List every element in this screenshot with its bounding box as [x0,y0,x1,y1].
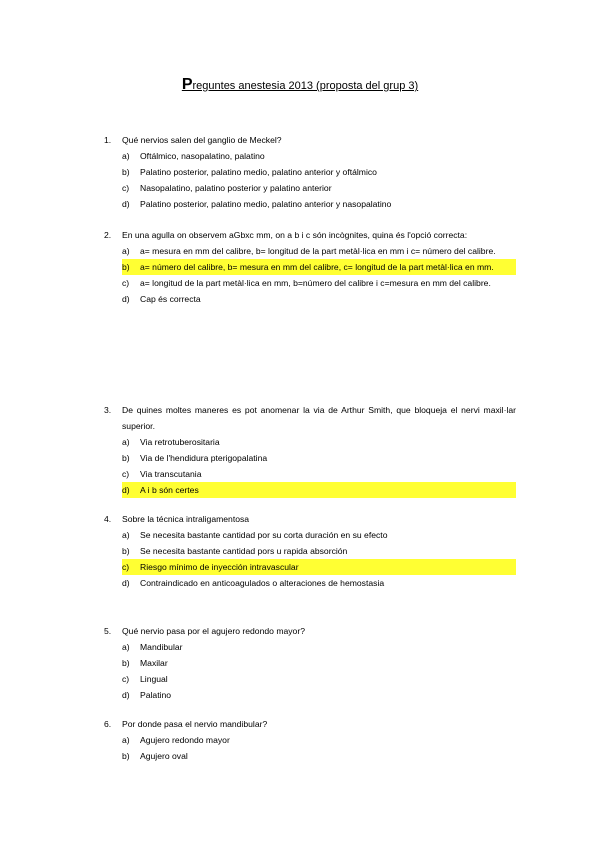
question-text: De quines moltes maneres es pot anomenar la via de Arthur Smith, que bloqueja el nervi maxil·lar superior. [122,405,516,431]
question-3 [104,402,516,498]
option-letter: c) [122,183,130,193]
option-letter: b) [122,259,140,275]
option-text: Se necesita bastante cantidad por su corta duración en su efecto [140,530,388,540]
answer-option [122,655,516,671]
option-letter: a) [122,151,130,161]
option-text: Oftálmico, nasopalatino, palatino [140,151,265,161]
answer-option [122,164,516,180]
answer-option [122,527,516,543]
option-text: Agujero redondo mayor [140,735,230,745]
question-number: 6. [104,719,112,729]
option-letter: d) [122,690,130,700]
answer-option [122,732,516,748]
option-letter: d) [122,578,130,588]
option-text: Via de l'hendidura pterigopalatina [140,453,268,463]
answer-option [122,180,516,196]
question-2 [104,227,516,307]
question-number: 5. [104,626,112,636]
option-text: Mandibular [140,642,183,652]
option-text: Riesgo mínimo de inyección intravascular [140,559,516,575]
option-text: Contraindicado en anticoagulados o alteraciones de hemostasia [140,578,385,588]
answer-option [122,450,516,466]
option-text: a= longitud de la part metàl·lica en mm, b=número del calibre i c=mesura en mm del calibre. [140,278,491,288]
question-header [104,402,516,434]
option-letter: d) [122,482,140,498]
title-initial: P [181,76,193,93]
option-text: Lingual [140,674,168,684]
answer-option [122,543,516,559]
option-letter: a) [122,437,130,447]
question-text: Qué nervio pasa por el agujero redondo mayor? [122,626,305,636]
option-text: Palatino posterior, palatino medio, palatino anterior y oftálmico [140,167,377,177]
answer-option [122,275,516,291]
question-4 [104,511,516,591]
option-text: A i b són certes [140,482,516,498]
answer-option [122,687,516,703]
option-text: Cap és correcta [140,294,201,304]
option-text: Palatino posterior, palatino medio, palatino anterior y nasopalatino [140,199,392,209]
answer-option [122,748,516,764]
answer-option [122,243,516,259]
page-title [0,76,600,94]
option-letter: b) [122,167,130,177]
answer-option [122,639,516,655]
option-letter: b) [122,546,130,556]
answer-option [122,196,516,212]
question-header [104,716,516,732]
option-letter: a) [122,735,130,745]
option-letter: c) [122,674,130,684]
answer-option [122,434,516,450]
option-text: Via retrotuberositaria [140,437,220,447]
question-number: 4. [104,514,112,524]
option-letter: c) [122,278,130,288]
answer-option [122,575,516,591]
answer-option-highlighted [122,559,516,575]
option-text: Maxilar [140,658,168,668]
question-text: En una agulla on observem aGbxc mm, on a b i c són incògnites, quina és l'opció correcta: [122,230,468,240]
answer-option-highlighted [122,259,516,275]
option-text: a= número del calibre, b= mesura en mm del calibre, c= longitud de la part metàl·lica en mm. [140,259,516,275]
question-header [104,132,516,148]
option-letter: c) [122,469,130,479]
option-letter: a) [122,642,130,652]
option-letter: b) [122,658,130,668]
answer-option-highlighted [122,482,516,498]
option-text: Palatino [140,690,172,700]
option-letter: b) [122,453,130,463]
option-letter: a) [122,530,130,540]
question-text: Por donde pasa el nervio mandibular? [122,719,268,729]
option-letter: c) [122,559,140,575]
option-text: Nasopalatino, palatino posterior y palatino anterior [140,183,332,193]
option-text: Agujero oval [140,751,188,761]
option-text: Se necesita bastante cantidad pors u rapida absorción [140,546,348,556]
option-letter: d) [122,199,130,209]
question-header [104,623,516,639]
question-header [104,511,516,527]
answer-option [122,291,516,307]
option-letter: d) [122,294,130,304]
question-number: 1. [104,135,112,145]
option-letter: b) [122,751,130,761]
question-number: 2. [104,230,112,240]
option-text: Via transcutania [140,469,202,479]
answer-option [122,671,516,687]
title-text: reguntes anestesia 2013 (proposta del grup 3) [192,80,419,92]
question-text: Qué nervios salen del ganglio de Meckel? [122,135,282,145]
question-6 [104,716,516,764]
option-letter: a) [122,246,130,256]
question-text: Sobre la técnica intraligamentosa [122,514,250,524]
option-text: a= mesura en mm del calibre, b= longitud de la part metàl·lica en mm i c= número del calibre. [140,246,496,256]
answer-option [122,466,516,482]
question-5 [104,623,516,703]
question-1 [104,132,516,212]
question-header [104,227,516,243]
question-number: 3. [104,405,112,415]
answer-option [122,148,516,164]
